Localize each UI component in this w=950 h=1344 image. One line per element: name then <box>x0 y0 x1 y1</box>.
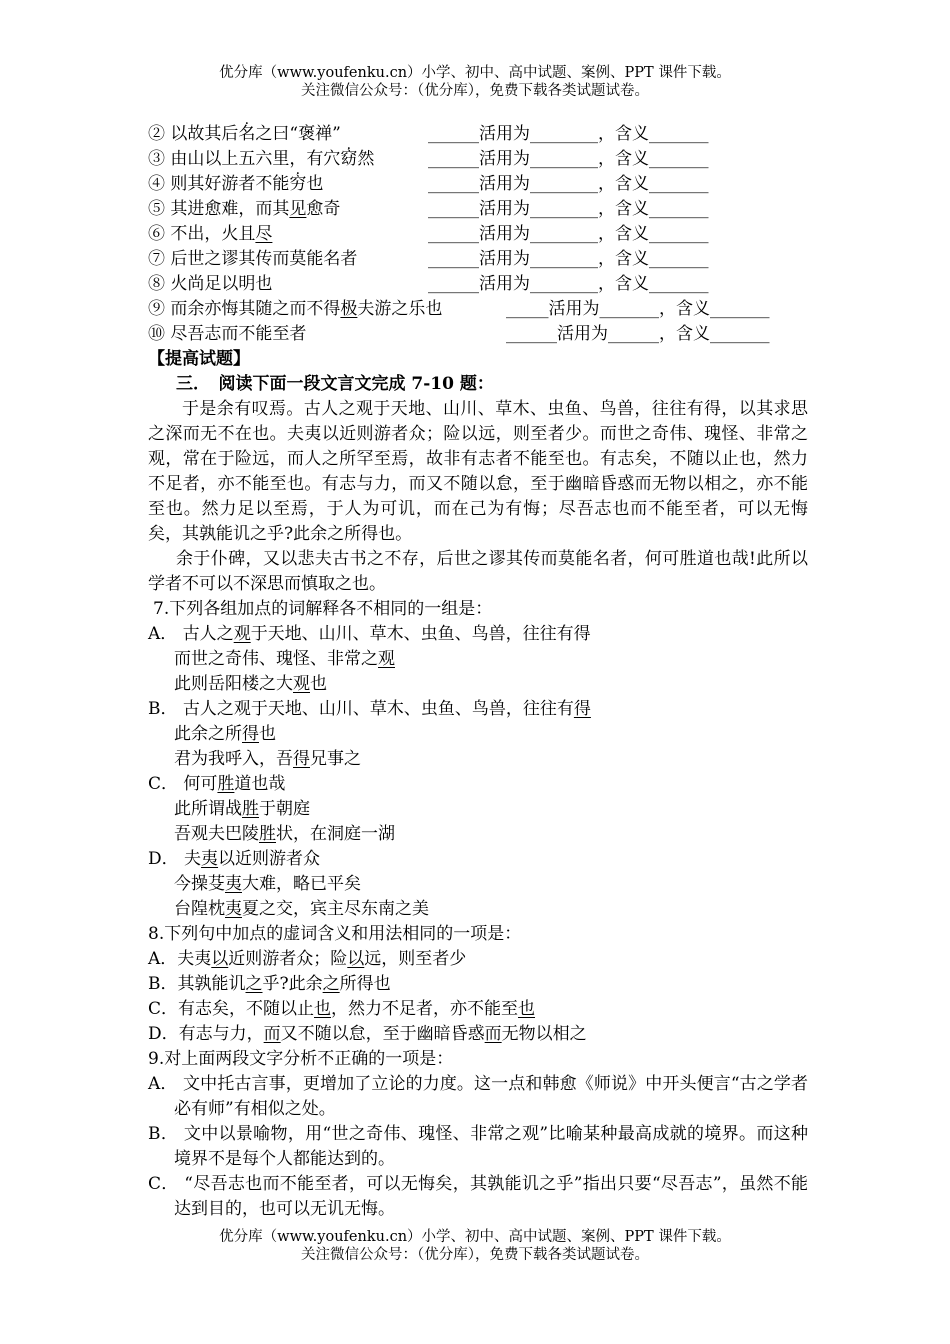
question-7 <box>148 597 808 922</box>
vocab-item: ③ 由山以上五六里，有穴窈然 ______活用为________，含义_______ <box>148 149 709 169</box>
page-header <box>0 64 950 100</box>
vocab-item: ⑤ 其进愈难，而其见愈奇 ______活用为________，含义_______ <box>148 199 709 219</box>
option-line: 吾观夫巴陵胜状，在洞庭一湖 <box>174 824 395 844</box>
option-b: B． 古人之观于天地、山川、草木、虫鱼、鸟兽，往往有得 <box>148 699 591 719</box>
passage-paragraph-1: 于是余有叹焉。古人之观于天地、山川、草木、虫鱼、鸟兽，往往有得，以其求思之深而无不在也。夫夷以近则游者众；险以远，则至者少。而世之奇伟、瑰怪、非常之观，常在于险远，而人之所罕至焉，故非有志者不能至也。有志矣，不随以止也，然力不足者，亦不能至也。有志与力，而又不随以怠，至于幽暗昏惑而无物以相之，亦不能至也。然力足以至焉，于人为可讥，而在己为有悔；尽吾志也而不能至者，可以无悔矣，其孰能讥之乎?此余之所得也。 <box>148 399 808 544</box>
question-stem: 9.对上面两段文字分析不正确的一项是： <box>148 1049 454 1069</box>
option-c: C． 何可胜道也哉 <box>148 774 286 794</box>
vocab-item: ⑨ 而余亦悔其随之而不得极夫游之乐也 _____活用为_______，含义_______ <box>148 299 770 319</box>
header-line-2: 关注微信公众号：（优分库），免费下载各类试题试卷。 <box>301 83 649 99</box>
option-line: 此则岳阳楼之大观也 <box>174 674 327 694</box>
option-b: B． 文中以景喻物，用“世之奇伟、瑰怪、非常之观”比喻某种最高成就的境界。而这种境界不是每个人都能达到的。 <box>148 1124 808 1169</box>
question-stem: 8.下列句中加点的虚词含义和用法相同的一项是： <box>148 924 522 944</box>
footer-line-2: 关注微信公众号：（优分库），免费下载各类试题试卷。 <box>301 1247 649 1263</box>
section-title: 【提高试题】 <box>148 349 250 369</box>
document-body <box>148 122 808 1222</box>
option-d: D． 夫夷以近则游者众 <box>148 849 321 869</box>
option-d: D．有志与力，而又不随以怠，至于幽暗昏惑而无物以相之 <box>148 1024 587 1044</box>
option-line: 此所谓战胜于朝庭 <box>174 799 310 819</box>
part3-title: 三． 阅读下面一段文言文完成 7-10 题： <box>176 374 494 394</box>
option-line: 台隍枕夷夏之交，宾主尽东南之美 <box>174 899 429 919</box>
question-9 <box>148 1047 808 1222</box>
vocab-item: ⑩ 尽吾志而不能至者 ______活用为______，含义_______ <box>148 324 770 344</box>
option-line: 而世之奇伟、瑰怪、非常之观 <box>174 649 395 669</box>
option-line: 君为我呼入，吾得兄事之 <box>174 749 361 769</box>
option-a: A． 文中托古言事，更增加了立论的力度。这一点和韩愈《师说》中开头便言“古之学者必有师”有相似之处。 <box>148 1074 808 1119</box>
vocab-item: ⑦ 后世之谬其传而莫能名者 ______活用为________，含义_______ <box>148 249 709 269</box>
page-footer <box>0 1228 950 1264</box>
option-line: 今操芟夷大难，略已平矣 <box>174 874 361 894</box>
option-line: 此余之所得也 <box>174 724 276 744</box>
vocab-item: ④ 则其好游者不能穷也 ______活用为________，含义_______ <box>148 174 709 194</box>
vocab-item: ② 以故其后名之曰“褒禅” ______活用为________，含义_______ <box>148 124 709 144</box>
vocab-list <box>148 122 808 347</box>
vocab-item: ⑥ 不出，火且尽 ______活用为________，含义_______ <box>148 224 709 244</box>
question-8 <box>148 922 808 1047</box>
option-a: A． 古人之观于天地、山川、草木、虫鱼、鸟兽，往往有得 <box>148 624 591 644</box>
option-a: A．夫夷以近则游者众；险以远，则至者少 <box>148 949 467 969</box>
option-c: C．有志矣，不随以止也，然力不足者，亦不能至也 <box>148 999 536 1019</box>
option-c: C． “尽吾志也而不能至者，可以无悔矣，其孰能讥之乎”指出只要“尽吾志”，虽然不能达到目的，也可以无讥无悔。 <box>148 1174 808 1219</box>
passage-paragraph-2: 余于仆碑，又以悲夫古书之不存，后世之谬其传而莫能名者，何可胜道也哉!此所以学者不可以不深思而慎取之也。 <box>148 549 808 594</box>
option-b: B．其孰能讥之乎?此余之所得也 <box>148 974 391 994</box>
footer-line-1: 优分库（www.youfenku.cn）小学、初中、高中试题、案例、PPT 课件下载。 <box>219 1229 731 1245</box>
header-line-1: 优分库（www.youfenku.cn）小学、初中、高中试题、案例、PPT 课件下载。 <box>219 65 731 81</box>
vocab-item: ⑧ 火尚足以明也 ______活用为________，含义_______ <box>148 274 709 294</box>
question-stem: 7.下列各组加点的词解释各不相同的一组是： <box>153 599 493 619</box>
